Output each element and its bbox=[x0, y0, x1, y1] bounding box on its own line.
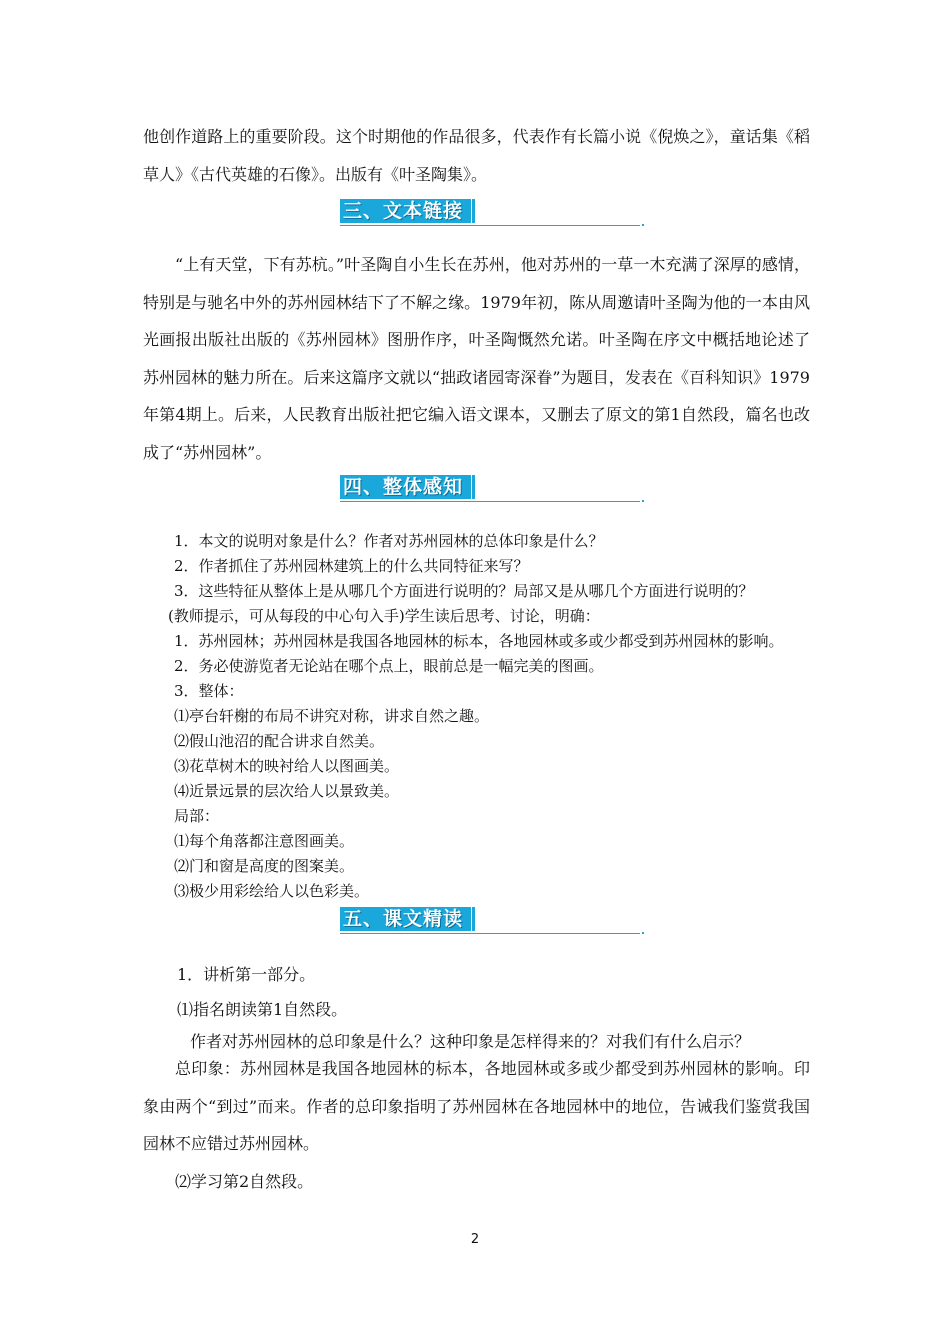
section5-line-1: 1．讲析第一部分。 bbox=[177, 965, 316, 984]
heading-accent-bar bbox=[472, 907, 475, 931]
heading-underline bbox=[340, 501, 640, 502]
list-item: ⑴亭台轩榭的布局不讲究对称，讲求自然之趣。 bbox=[174, 707, 490, 725]
list-item: (教师提示，可从每段的中心句入手)学生读后思考、讨论，明确： bbox=[168, 607, 600, 625]
section5-line-4: ⑵学习第2自然段。 bbox=[175, 1172, 314, 1191]
intro-paragraph: 他创作道路上的重要阶段。这个时期他的作品很多，代表作有长篇小说《倪焕之》，童话集《稻草人》《古代英雄的石像》。出版有《叶圣陶集》。 bbox=[143, 127, 810, 184]
section-heading-4-label: 四、整体感知 bbox=[340, 475, 471, 499]
heading-underline-dot bbox=[642, 500, 644, 502]
list-item: ⑶花草树木的映衬给人以图画美。 bbox=[174, 757, 400, 775]
list-item: ⑵假山池沼的配合讲求自然美。 bbox=[174, 732, 385, 750]
section3-paragraph: “上有天堂，下有苏杭。”叶圣陶自小生长在苏州，他对苏州的一草一木充满了深厚的感情，特别是与驰名中外的苏州园林结下了不解之缘。1979年初，陈从周邀请叶圣陶为他的一本由风光画报出版社出版的《苏州园林》图册作序，叶圣陶慨然允诺。叶圣陶在序文中概括地论述了苏州园林的魅力所在。后来这篇序文就以“拙政诸园寄深眷”为题目，发表在《百科知识》1979年第4期上。后来，人民教育出版社把它编入语文课本，又删去了原文的第1自然段，篇名也改成了“苏州园林”。 bbox=[143, 255, 810, 462]
list-item: ⑷近景远景的层次给人以景致美。 bbox=[174, 782, 400, 800]
heading-accent-bar bbox=[472, 475, 475, 499]
heading-underline-dot bbox=[642, 224, 644, 226]
heading-underline-dot bbox=[642, 932, 644, 934]
section-heading-3-label: 三、文本链接 bbox=[340, 199, 471, 223]
list-item: ⑶极少用彩绘给人以色彩美。 bbox=[174, 882, 370, 900]
section5-paragraph: 总印象：苏州园林是我国各地园林的标本，各地园林或多或少都受到苏州园林的影响。印象由两个“到过”而来。作者的总印象指明了苏州园林在各地园林中的地位，告诫我们鉴赏我国园林不应错过苏州园林。 bbox=[143, 1059, 810, 1153]
list-item: 1．苏州园林；苏州园林是我国各地园林的标本，各地园林或多或少都受到苏州园林的影响。 bbox=[174, 632, 784, 650]
section5-line-3: 作者对苏州园林的总印象是什么？这种印象是怎样得来的？对我们有什么启示？ bbox=[190, 1032, 751, 1051]
section4-list bbox=[168, 529, 814, 904]
section5-line-2: ⑴指名朗读第1自然段。 bbox=[177, 1000, 348, 1019]
list-item: ⑵门和窗是高度的图案美。 bbox=[174, 857, 355, 875]
heading-underline bbox=[340, 225, 640, 226]
section-heading-5 bbox=[340, 905, 645, 941]
list-item: 3．这些特征从整体上是从哪几个方面进行说明的？局部又是从哪几个方面进行说明的？ bbox=[174, 582, 754, 600]
heading-underline bbox=[340, 933, 640, 934]
page-number: 2 bbox=[470, 1232, 480, 1247]
heading-accent-bar bbox=[472, 199, 475, 223]
list-item: 2．务必使游览者无论站在哪个点上，眼前总是一幅完美的图画。 bbox=[174, 657, 604, 675]
section-heading-3 bbox=[340, 197, 645, 233]
section-heading-5-label: 五、课文精读 bbox=[340, 907, 471, 931]
list-item: 2．作者抓住了苏州园林建筑上的什么共同特征来写？ bbox=[174, 557, 529, 575]
list-item: 1．本文的说明对象是什么？作者对苏州园林的总体印象是什么？ bbox=[174, 532, 604, 550]
section-heading-4 bbox=[340, 473, 645, 509]
list-item: ⑴每个角落都注意图画美。 bbox=[174, 832, 355, 850]
list-item: 3．整体： bbox=[174, 682, 244, 700]
list-item: 局部： bbox=[174, 807, 220, 825]
